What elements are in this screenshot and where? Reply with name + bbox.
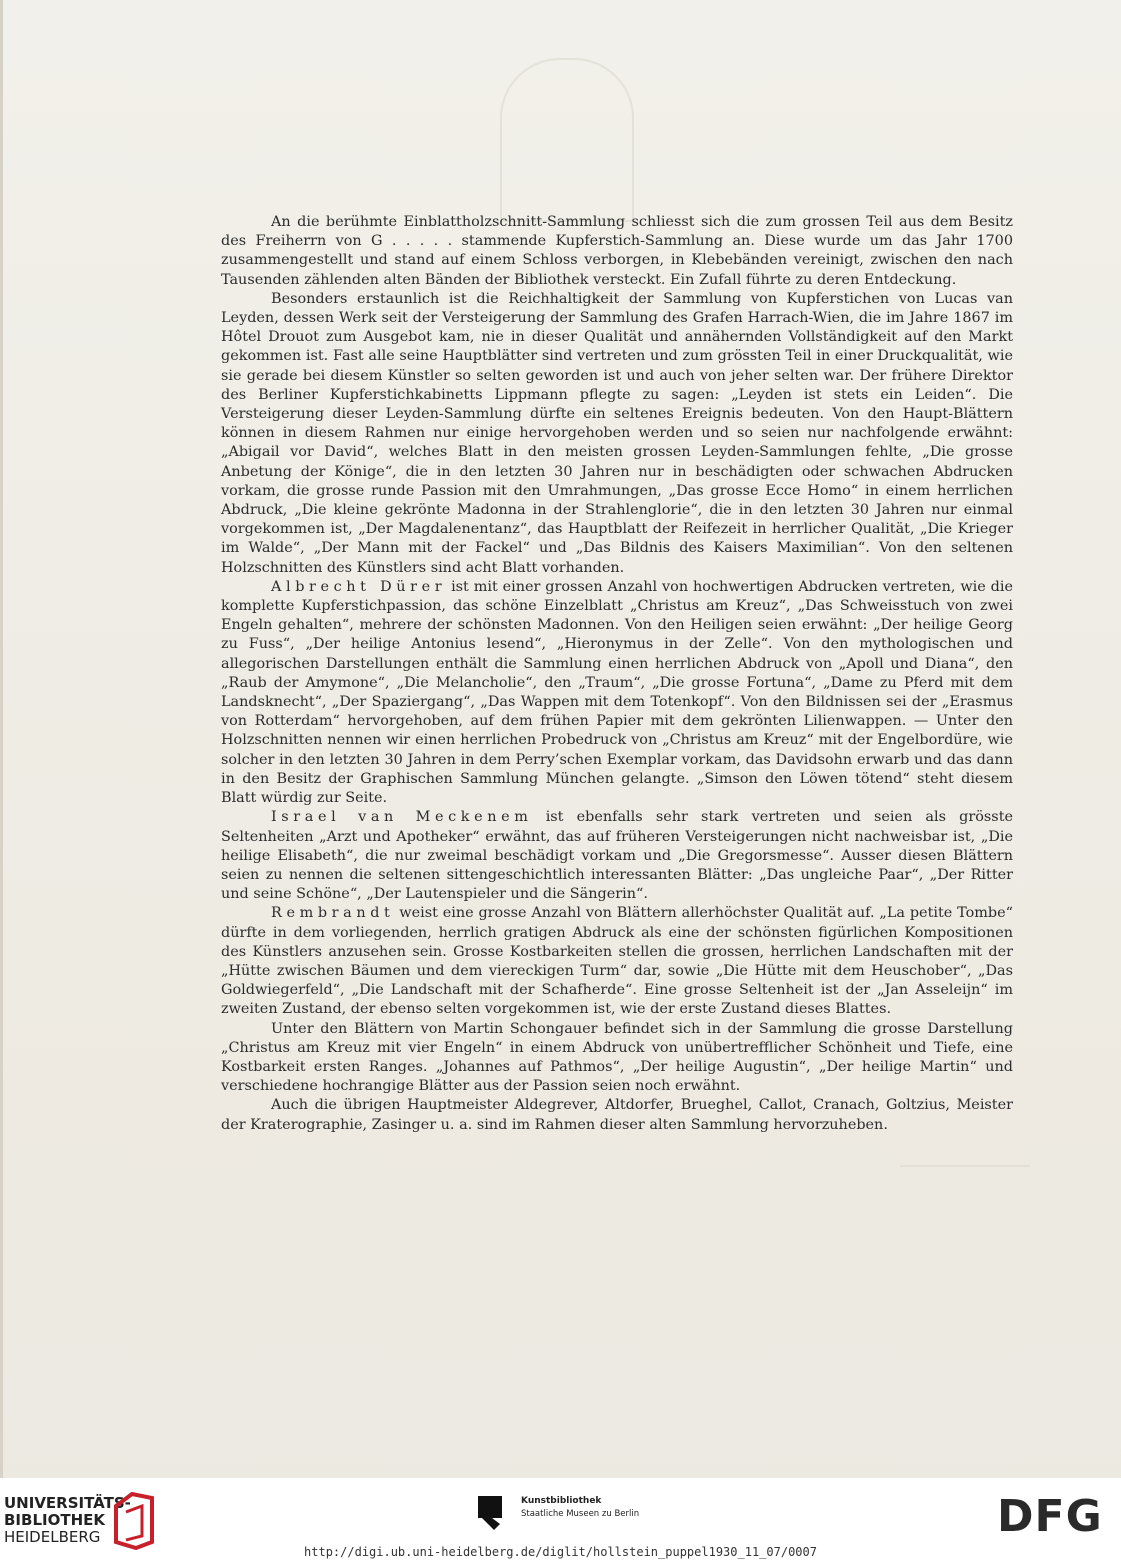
paragraph-duerer: Albrecht Dürer ist mit einer grossen Anzahl von hochwertigen Abdrucken vertreten, wie die komplette Kupferstichpassion, das schöne Einzelblatt „Christus am Kreuz“, „Das Schweisstuch von zwei Engeln gehalten“, mehrere der schönsten Madonnen. Von den Heiligen seien erwähnt: „Der heilige Georg zu Fuss“, „Der heilige Antonius lesend“, „Hieronymus in der Zelle“. Von den mythologischen und allegorischen Darstellungen enthält die Sammlung einen herrlichen Abdruck von „Apoll und Diana“, den „Raub der Amymone“, „Die Melancholie“, den „Traum“, „Die grosse Fortuna“, „Dame zu Pferd mit dem Landsknecht“, „Der Spaziergang“, „Das Wappen mit dem Totenkopf“. Von den Bildnissen sei der „Erasmus von Rotterdam“ hervorgehoben, auf dem frühen Papier mit dem gekrönten Lilienwappen. — Unter den Holzschnitten nennen wir einen herrlichen Probedruck von „Christus am Kreuz“ mit der Engelbordüre, wie solcher in den letzten 30 Jahren in dem Perry’schen Exemplar vorkam, das Davidsohn erwarb und das dann in den Besitz der Graphischen Sammlung München gelangte. „Simson den Löwen tötend“ steht diesem Blatt würdig zur Seite. [221,578,1013,807]
dfg-logo[interactable]: DFG [997,1491,1103,1542]
paragraph-lucas-van-leyden: Besonders erstaunlich ist die Reichhaltigkeit der Sammlung von Kupferstichen von Lucas van Leyden, dessen Werk seit der Versteigerung der Sammlung des Grafen Harrach-Wien, die im Jahre 1867 im Hôtel Drouot zum Ausgebot kam, nie in dieser Qualität und annähernden Vollständigkeit auf den Markt gekommen ist. Fast alle seine Hauptblätter sind vertreten und zum grössten Teil in einer Druckqualität, wie sie gerade bei diesem Künstler so selten geworden ist und auch von jeher selten war. Der frühere Direktor des Berliner Kupferstichkabinetts Lippmann pflegte zu sagen: „Leyden ist stets ein Leiden“. Die Versteigerung dieser Leyden-Sammlung dürfte ein seltenes Ereignis bedeuten. Von den Haupt-Blättern können in diesem Rahmen nur einige hervorgehoben werden und so seien nur nachfolgende erwähnt: „Abigail vor David“, welches Blatt in den meisten grossen Leyden-Sammlungen fehlte, „Die grosse Anbetung der Könige“, die in den letzten 30 Jahren nur in beschädigten oder schwachen Abdrucken vorkam, die grosse runde Passion mit den Umrahmungen, „Das grosse Ecce Homo“ in einem herrlichen Abdruck, „Die kleine gekrönte Madonna in der Strahlenglorie“, die in den letzten 30 Jahren nur einmal vorgekommen ist, „Der Magdalenentanz“, das Hauptblatt der Reifezeit in herrlicher Qualität, „Die Krieger im Walde“, „Der Mann mit der Fackel“ und „Das Bildnis des Kaisers Maximilian“. Von den seltenen Holzschnitten des Künstlers sind acht Blatt vorhanden. [221,290,1013,576]
kunstbibliothek-wordmark: Kunstbibliothek Staatliche Museen zu Berlin [521,1496,640,1519]
kunstbibliothek-logo-icon[interactable] [478,1496,516,1534]
scan-edge [0,0,3,1480]
paragraph-rembrandt: Rembrandt weist eine grosse Anzahl von Blättern allerhöchster Qualität auf. „La petite Tombe“ dürfte in dem vorliegenden, herrlich gratigen Abdruck als eine der schönsten figürlichen Kompositionen des Künstlers anzusehen sein. Grosse Kostbarkeiten stellen die grossen, herrlichen Landschaften mit der „Hütte zwischen Bäumen und dem viereckigen Turm“ dar, sowie „Die Hütte mit dem Heuschober“, „Das Goldwiegerfeld“, „Die Landschaft mit der Schafherde“. Eine grosse Seltenheit ist der „Jan Asseleijn“ im zweiten Zustand, der ebenso selten vorgekommen ist, wie der erste Zustand dieses Blattes. [221,905,1013,1018]
show-through-mark [900,1165,1030,1227]
ub-heidelberg-logo-icon[interactable] [112,1492,156,1550]
digitization-footer [0,1478,1121,1564]
body-text [221,213,1013,1135]
paragraph-schongauer: Unter den Blättern von Martin Schongauer befindet sich in der Sammlung die grosse Darstellung „Christus am Kreuz mit vier Engeln“ in einem Abdruck von unübertrefflicher Schönheit und Tiefe, eine Kostbarkeit ersten Ranges. „Johannes auf Pathmos“, „Der heilige Augustin“, „Der heilige Martin“ und verschiedene hochrangige Blätter aus der Passion seien noch erwähnt. [221,1020,1013,1095]
artist-name-meckenem: Israel van Meckenem [271,809,533,826]
ub-heidelberg-wordmark[interactable]: UNIVERSITÄTS- BIBLIOTHEK HEIDELBERG [4,1494,131,1546]
paragraph-other-masters: Auch die übrigen Hauptmeister Aldegrever, Altdorfer, Brueghel, Callot, Cranach, Goltzius, Meister der Kraterographie, Zasinger u. a. sind im Rahmen dieser alten Sammlung hervorzuheben. [221,1097,1013,1133]
paragraph-intro: An die berühmte Einblattholzschnitt-Sammlung schliesst sich die zum grossen Teil aus dem Besitz des Freiherrn von G . . . . . stammende Kupferstich-Sammlung an. Diese wurde um das Jahr 1700 zusammengestellt und stand auf einem Schloss verborgen, in Klebebänden vereinigt, zwischen den nach Tausenden zählenden alten Bänden der Bibliothek versteckt. Ein Zufall führte zu deren Entdeckung. [221,214,1013,288]
artist-name-duerer: Albrecht Dürer [271,578,447,595]
permalink-url[interactable]: http://digi.ub.uni-heidelberg.de/diglit/hollstein_puppel1930_11_07/0007 [304,1545,817,1559]
artist-name-rembrandt: Rembrandt [271,905,395,922]
show-through-ornament [500,58,634,222]
paragraph-meckenem: Israel van Meckenem ist ebenfalls sehr stark vertreten und seien als grösste Seltenheiten „Arzt und Apotheker“ erwähnt, das auf früheren Versteigerungen nicht nachweisbar ist, „Die heilige Elisabeth“, die nur zweimal beschädigt vorkam und „Die Gregorsmesse“. Ausser diesen Blättern seien zu nennen die seltenen sittengeschichtlich interessanten Blätter: „Das ungleiche Paar“, „Der Ritter und seine Schöne“, „Der Lautenspieler und die Sängerin“. [221,809,1013,903]
